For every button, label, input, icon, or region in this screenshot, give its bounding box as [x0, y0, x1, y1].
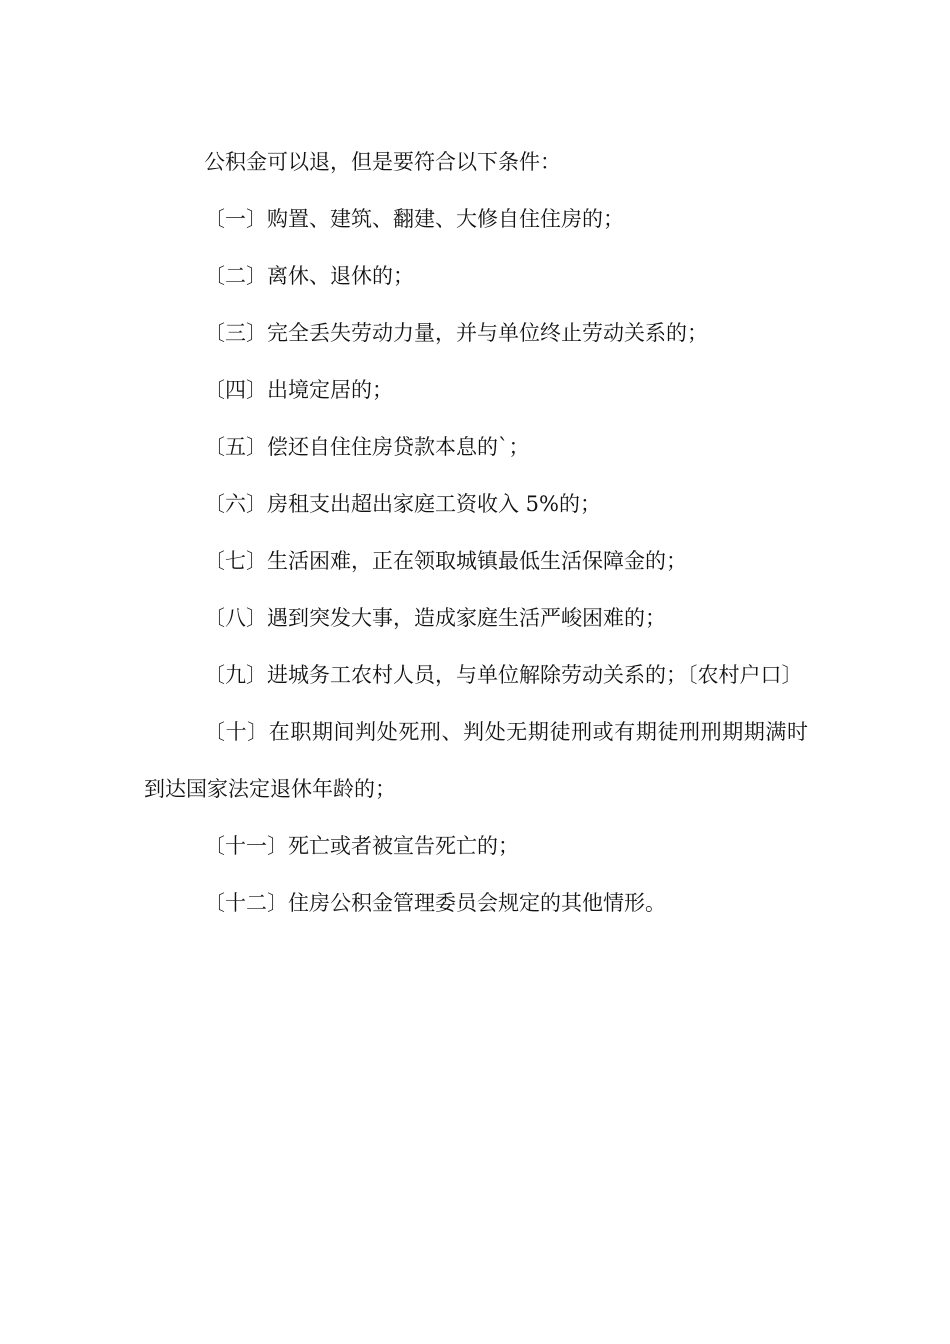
- list-item-11: 〔十一〕死亡或者被宣告死亡的；: [204, 834, 519, 858]
- document-body: [144, 134, 808, 932]
- list-item-1: 〔一〕购置、建筑、翻建、大修自住住房的；: [204, 207, 624, 231]
- list-item-6: 〔六〕房租支出超出家庭工资收入 5%的；: [204, 492, 601, 516]
- list-item-8: 〔八〕遇到突发大事，造成家庭生活严峻困难的；: [204, 606, 666, 630]
- intro-paragraph: 公积金可以退，但是要符合以下条件：: [204, 150, 561, 174]
- list-item-10: 〔十〕在职期间判处死刑、判处无期徒刑或有期徒刑刑期期满时到达国家法定退休年龄的；: [144, 720, 808, 801]
- list-item-7: 〔七〕生活困难，正在领取城镇最低生活保障金的；: [204, 549, 687, 573]
- list-item-2: 〔二〕离休、退休的；: [204, 264, 414, 288]
- list-item-9: 〔九〕进城务工农村人员，与单位解除劳动关系的；〔农村户口〕: [204, 663, 803, 687]
- list-item-4: 〔四〕出境定居的；: [204, 378, 393, 402]
- list-item-12: 〔十二〕住房公积金管理委员会规定的其他情形。: [204, 891, 666, 915]
- list-item-5: 〔五〕偿还自住住房贷款本息的`；: [204, 435, 530, 459]
- list-item-3: 〔三〕完全丢失劳动力量，并与单位终止劳动关系的；: [204, 321, 708, 345]
